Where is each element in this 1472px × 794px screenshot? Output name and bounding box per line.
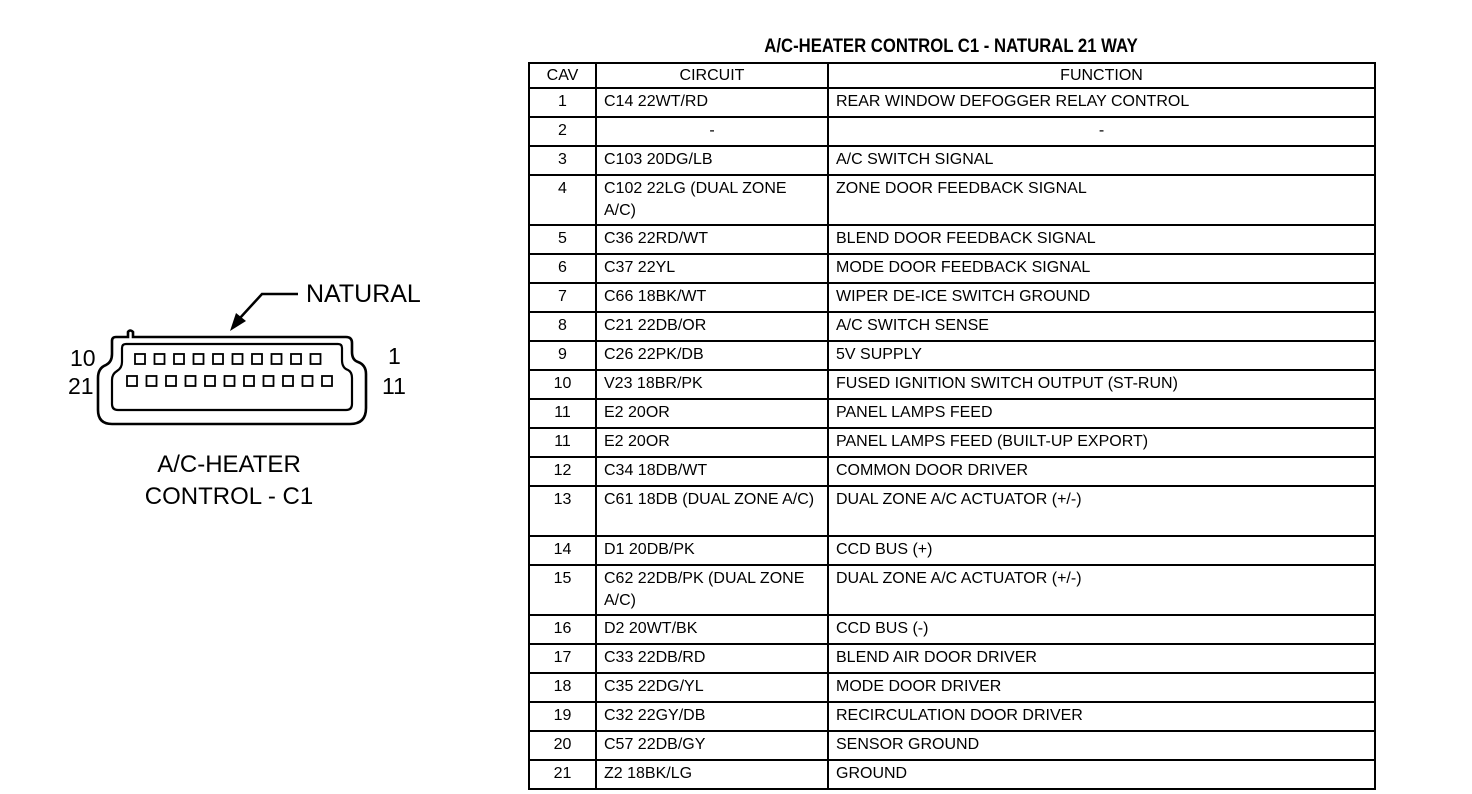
table-row xyxy=(529,644,1375,673)
table-row xyxy=(529,673,1375,702)
circuit-cell: C14 22WT/RD xyxy=(596,88,828,117)
table-row xyxy=(529,175,1375,225)
table-body xyxy=(529,88,1375,789)
cav-cell: 13 xyxy=(529,486,596,536)
table-row xyxy=(529,283,1375,312)
cav-cell: 12 xyxy=(529,457,596,486)
top-pin-row xyxy=(135,354,321,364)
circuit-cell: C21 22DB/OR xyxy=(596,312,828,341)
cav-cell: 11 xyxy=(529,399,596,428)
function-cell: DUAL ZONE A/C ACTUATOR (+/-) xyxy=(828,486,1375,536)
cav-cell: 15 xyxy=(529,565,596,615)
function-cell: ZONE DOOR FEEDBACK SIGNAL xyxy=(828,175,1375,225)
pin-label-21: 21 xyxy=(68,373,94,399)
circuit-cell: C103 20DG/LB xyxy=(596,146,828,175)
bottom-pin-row xyxy=(127,376,332,386)
table-row xyxy=(529,399,1375,428)
function-cell: COMMON DOOR DRIVER xyxy=(828,457,1375,486)
circuit-cell: C61 18DB (DUAL ZONE A/C) xyxy=(596,486,828,536)
cav-cell: 1 xyxy=(529,88,596,117)
function-cell: GROUND xyxy=(828,760,1375,789)
circuit-cell: C37 22YL xyxy=(596,254,828,283)
table-row xyxy=(529,615,1375,644)
function-cell: PANEL LAMPS FEED xyxy=(828,399,1375,428)
pin-cavity xyxy=(311,354,321,364)
circuit-cell: D2 20WT/BK xyxy=(596,615,828,644)
circuit-cell: E2 20OR xyxy=(596,399,828,428)
function-cell: MODE DOOR FEEDBACK SIGNAL xyxy=(828,254,1375,283)
cav-cell: 2 xyxy=(529,117,596,146)
function-cell: BLEND DOOR FEEDBACK SIGNAL xyxy=(828,225,1375,254)
circuit-cell: C66 18BK/WT xyxy=(596,283,828,312)
circuit-cell: C102 22LG (DUAL ZONE A/C) xyxy=(596,175,828,225)
cav-cell: 4 xyxy=(529,175,596,225)
table-row xyxy=(529,428,1375,457)
function-cell: BLEND AIR DOOR DRIVER xyxy=(828,644,1375,673)
connector-color-label: NATURAL xyxy=(306,280,421,308)
pin-cavity xyxy=(272,354,282,364)
pin-cavity xyxy=(186,376,196,386)
cav-cell: 8 xyxy=(529,312,596,341)
table-row xyxy=(529,702,1375,731)
cav-cell: 16 xyxy=(529,615,596,644)
table-title: A/C-HEATER CONTROL C1 - NATURAL 21 WAY xyxy=(764,36,1138,57)
pin-cavity xyxy=(233,354,243,364)
function-cell: CCD BUS (+) xyxy=(828,536,1375,565)
circuit-cell: D1 20DB/PK xyxy=(596,536,828,565)
pin-cavity xyxy=(291,354,301,364)
function-cell: PANEL LAMPS FEED (BUILT-UP EXPORT) xyxy=(828,428,1375,457)
function-cell: REAR WINDOW DEFOGGER RELAY CONTROL xyxy=(828,88,1375,117)
cav-cell: 21 xyxy=(529,760,596,789)
table-row xyxy=(529,760,1375,789)
circuit-cell: Z2 18BK/LG xyxy=(596,760,828,789)
pin-cavity xyxy=(166,376,176,386)
circuit-cell: - xyxy=(596,117,828,146)
cav-cell: 5 xyxy=(529,225,596,254)
circuit-cell: C33 22DB/RD xyxy=(596,644,828,673)
table-row xyxy=(529,254,1375,283)
table-row xyxy=(529,731,1375,760)
pin-label-11: 11 xyxy=(382,373,406,399)
circuit-cell: C62 22DB/PK (DUAL ZONE A/C) xyxy=(596,565,828,615)
cav-cell: 9 xyxy=(529,341,596,370)
pin-cavity xyxy=(147,376,157,386)
function-cell: FUSED IGNITION SWITCH OUTPUT (ST-RUN) xyxy=(828,370,1375,399)
cav-cell: 11 xyxy=(529,428,596,457)
pin-cavity xyxy=(213,354,223,364)
table-row xyxy=(529,341,1375,370)
cav-cell: 18 xyxy=(529,673,596,702)
pin-cavity xyxy=(322,376,332,386)
circuit-cell: C34 18DB/WT xyxy=(596,457,828,486)
function-cell: 5V SUPPLY xyxy=(828,341,1375,370)
circuit-cell: E2 20OR xyxy=(596,428,828,457)
circuit-cell: C36 22RD/WT xyxy=(596,225,828,254)
function-cell: - xyxy=(828,117,1375,146)
pin-label-1: 1 xyxy=(388,343,401,369)
cav-cell: 3 xyxy=(529,146,596,175)
table-header-row xyxy=(529,63,1375,88)
header-function: FUNCTION xyxy=(828,63,1375,88)
connector-name-line1: A/C-HEATER xyxy=(157,451,301,478)
cav-cell: 19 xyxy=(529,702,596,731)
pin-cavity xyxy=(283,376,293,386)
function-cell: SENSOR GROUND xyxy=(828,731,1375,760)
pin-cavity xyxy=(135,354,145,364)
circuit-cell: V23 18BR/PK xyxy=(596,370,828,399)
header-circuit: CIRCUIT xyxy=(596,63,828,88)
function-cell: CCD BUS (-) xyxy=(828,615,1375,644)
pin-cavity xyxy=(264,376,274,386)
table-row xyxy=(529,457,1375,486)
function-cell: WIPER DE-ICE SWITCH GROUND xyxy=(828,283,1375,312)
function-cell: A/C SWITCH SIGNAL xyxy=(828,146,1375,175)
pin-cavity xyxy=(225,376,235,386)
color-pointer-arrow xyxy=(240,294,298,318)
pin-cavity xyxy=(205,376,215,386)
cav-cell: 14 xyxy=(529,536,596,565)
pin-cavity xyxy=(244,376,254,386)
table-row xyxy=(529,88,1375,117)
table-row xyxy=(529,117,1375,146)
cav-cell: 10 xyxy=(529,370,596,399)
cav-cell: 20 xyxy=(529,731,596,760)
cav-cell: 6 xyxy=(529,254,596,283)
circuit-cell: C35 22DG/YL xyxy=(596,673,828,702)
table-row xyxy=(529,486,1375,536)
circuit-cell: C57 22DB/GY xyxy=(596,731,828,760)
cav-cell: 7 xyxy=(529,283,596,312)
function-cell: A/C SWITCH SENSE xyxy=(828,312,1375,341)
pin-cavity xyxy=(174,354,184,364)
connector-name-line2: CONTROL - C1 xyxy=(144,483,314,510)
pinout-table xyxy=(528,62,1376,790)
header-cav: CAV xyxy=(529,63,596,88)
function-cell: DUAL ZONE A/C ACTUATOR (+/-) xyxy=(828,565,1375,615)
pin-label-10: 10 xyxy=(70,345,96,371)
connector-diagram xyxy=(0,0,520,794)
table-row xyxy=(529,146,1375,175)
function-cell: RECIRCULATION DOOR DRIVER xyxy=(828,702,1375,731)
table-row xyxy=(529,370,1375,399)
pin-cavity xyxy=(127,376,137,386)
table-row xyxy=(529,536,1375,565)
cav-cell: 17 xyxy=(529,644,596,673)
pin-cavity xyxy=(252,354,262,364)
pin-cavity xyxy=(155,354,165,364)
table-row xyxy=(529,312,1375,341)
function-cell: MODE DOOR DRIVER xyxy=(828,673,1375,702)
circuit-cell: C26 22PK/DB xyxy=(596,341,828,370)
pin-cavity xyxy=(194,354,204,364)
table-row xyxy=(529,225,1375,254)
pin-cavity xyxy=(303,376,313,386)
table-row xyxy=(529,565,1375,615)
circuit-cell: C32 22GY/DB xyxy=(596,702,828,731)
